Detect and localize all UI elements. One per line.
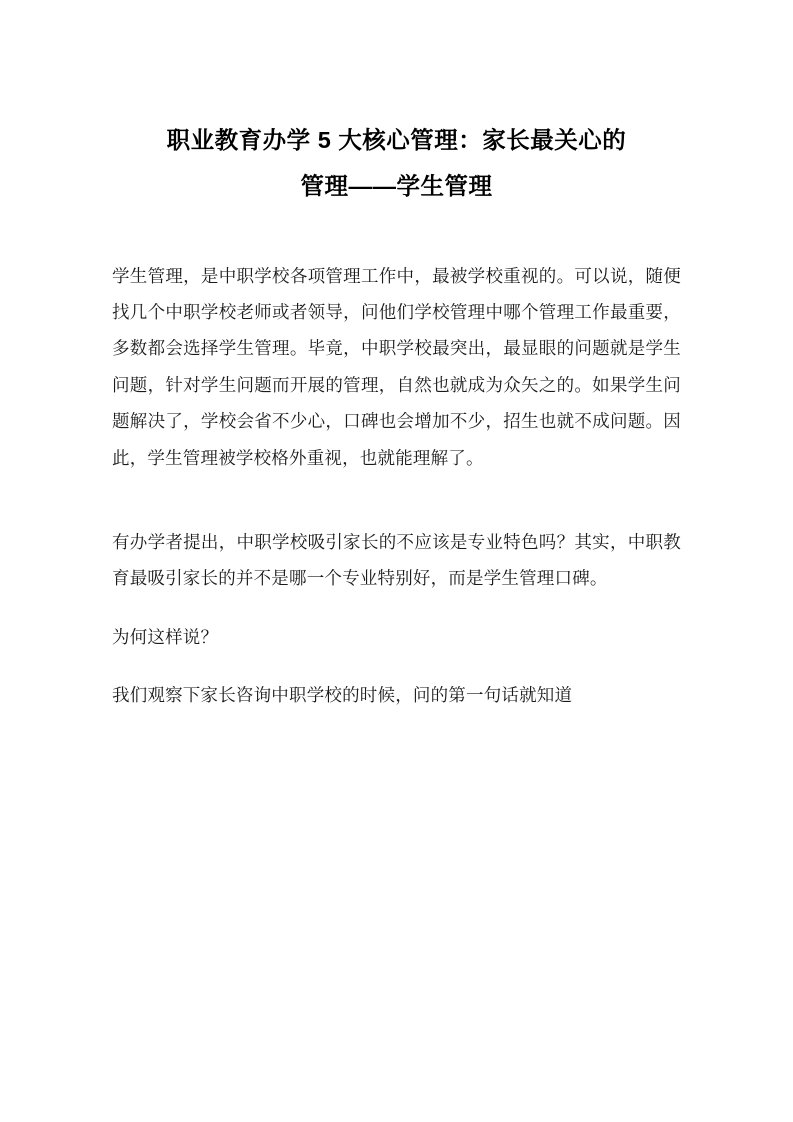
paragraph-2: 有办学者提出，中职学校吸引家长的不应该是专业特色吗？其实，中职教育最吸引家长的并不是哪一个专业特别好，而是学生管理口碑。 (112, 531, 681, 589)
page-title-line-2: 管理——学生管理 (300, 172, 493, 199)
page-title-line-1: 职业教育办学 5 大核心管理：家长最关心的 (166, 127, 627, 153)
page-title (112, 118, 681, 210)
paragraph-spacer-2 (112, 597, 681, 619)
paragraph-spacer-3 (112, 655, 681, 677)
paragraph-4: 我们观察下家长咨询中职学校的时候，问的第一句话就知道 (112, 685, 573, 706)
paragraph-1: 学生管理，是中职学校各项管理工作中，最被学校重视的。可以说，随便找几个中职学校老师或者领导，问他们学校管理中哪个管理工作最重要，多数都会选择学生管理。毕竟，中职学校最突出，最显眼的问题就是学生问题，针对学生问题而开展的管理，自然也就成为众矢之的。如果学生问题解决了，学校会省不少心，口碑也会增加不少，招生也就不成问题。因此，学生管理被学校格外重视，也就能理解了。 (112, 265, 681, 468)
paragraph-spacer-1 (112, 476, 681, 524)
paragraph-3: 为何这样说？ (112, 626, 219, 647)
title-body-spacer (112, 216, 681, 258)
